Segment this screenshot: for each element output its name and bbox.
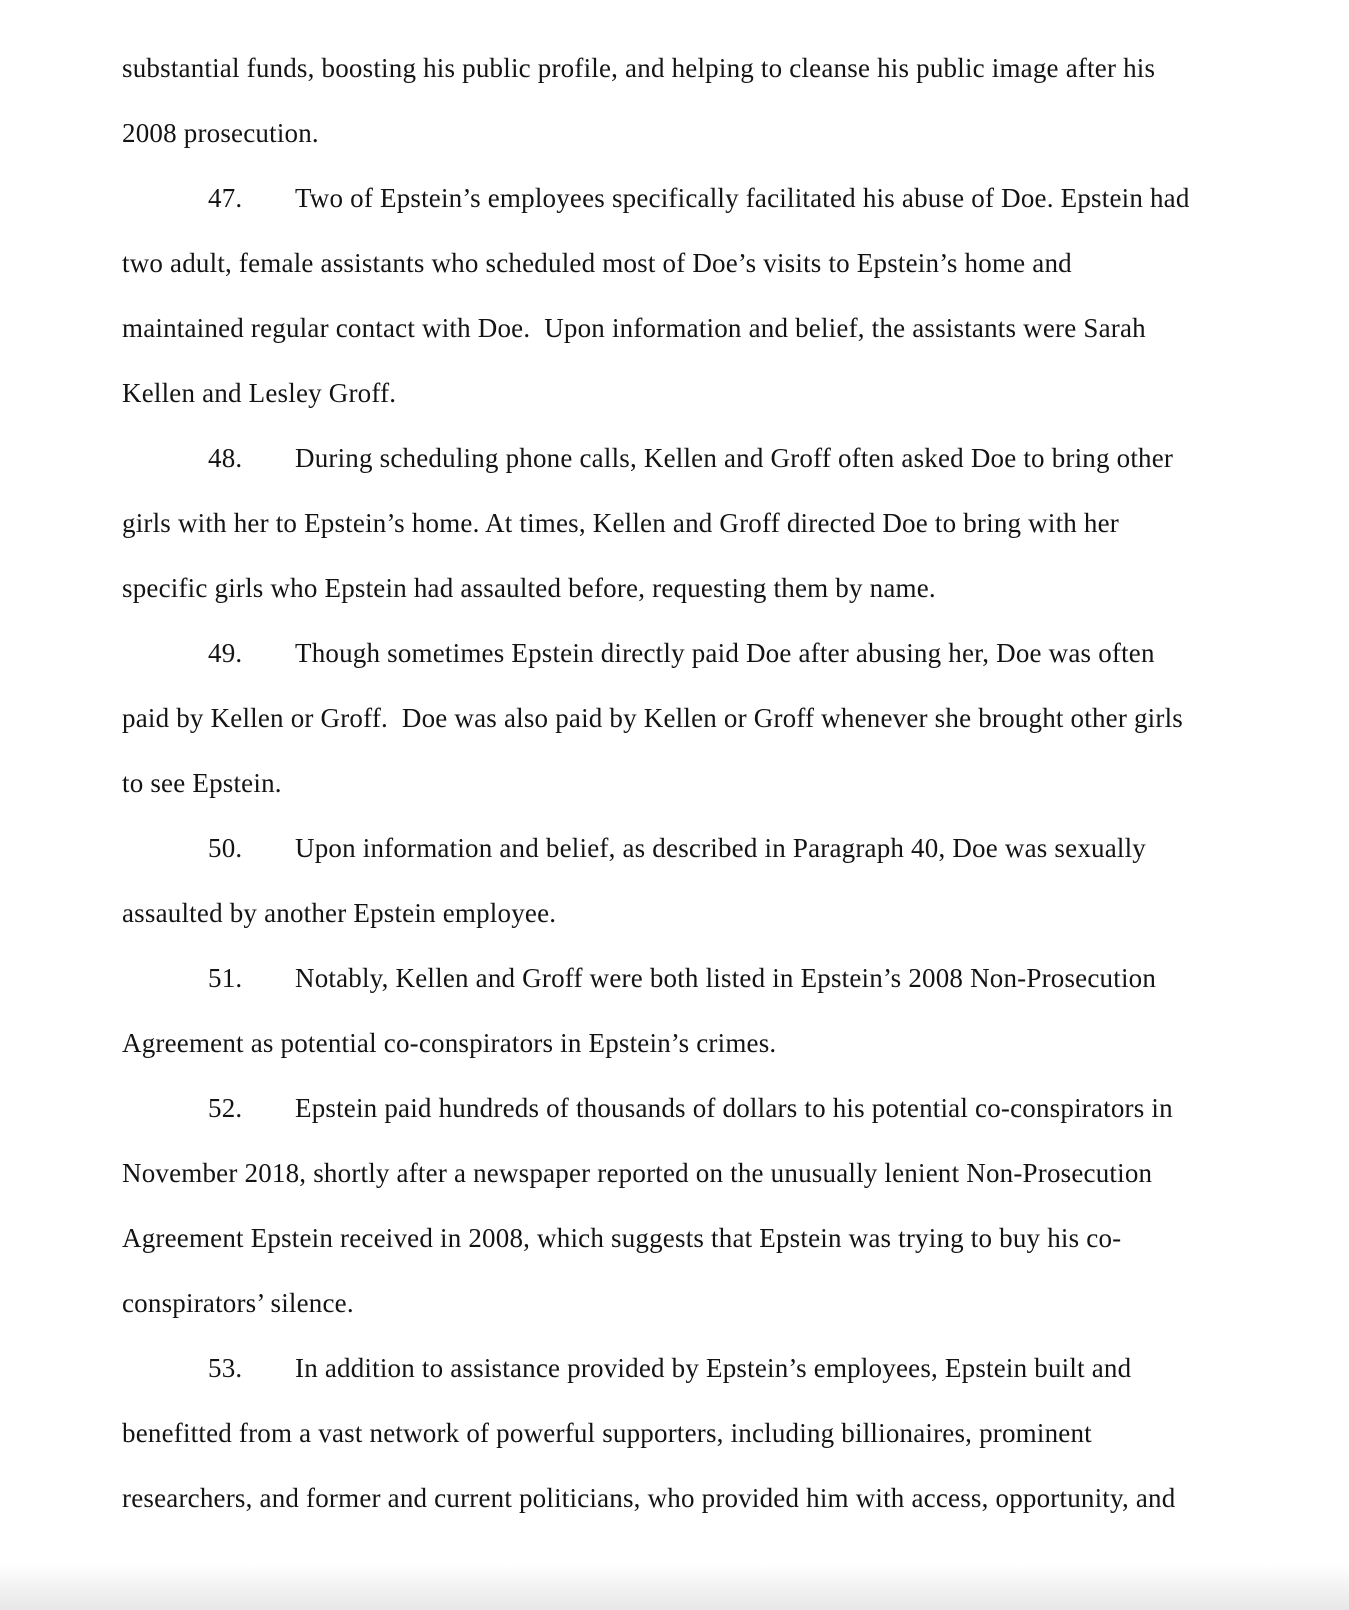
- paragraph-number: 52.: [208, 1093, 243, 1123]
- document-line: [122, 101, 1262, 166]
- line-text: November 2018, shortly after a newspaper reported on the unusually lenient Non-Prosecution: [122, 1158, 1153, 1188]
- document-line: [122, 1141, 1262, 1206]
- line-text: maintained regular contact with Doe. Upon information and belief, the assistants were Sarah: [122, 313, 1146, 343]
- line-text: During scheduling phone calls, Kellen and Groff often asked Doe to bring other: [295, 443, 1174, 473]
- line-text: Epstein paid hundreds of thousands of dollars to his potential co-conspirators in: [295, 1093, 1173, 1123]
- page-bottom-fade: [0, 1564, 1349, 1610]
- line-text: Agreement as potential co-conspirators in Epstein’s crimes.: [122, 1028, 777, 1058]
- line-text: Notably, Kellen and Groff were both listed in Epstein’s 2008 Non-Prosecution: [295, 963, 1157, 993]
- paragraph-number: 51.: [208, 963, 243, 993]
- paragraph-number: 50.: [208, 833, 243, 863]
- document-line: [122, 1466, 1262, 1531]
- document-line: [122, 816, 1262, 881]
- line-text: Agreement Epstein received in 2008, which suggests that Epstein was trying to buy his co-: [122, 1223, 1122, 1253]
- line-text: Upon information and belief, as described in Paragraph 40, Doe was sexually: [295, 833, 1147, 863]
- line-text: substantial funds, boosting his public profile, and helping to cleanse his public image after his: [122, 53, 1156, 83]
- document-line: [122, 1271, 1262, 1336]
- document-line: [122, 491, 1262, 556]
- line-text: researchers, and former and current politicians, who provided him with access, opportunity, and: [122, 1483, 1176, 1513]
- line-text: Two of Epstein’s employees specifically facilitated his abuse of Doe. Epstein had: [295, 183, 1190, 213]
- document-line: [122, 621, 1262, 686]
- text-block: [122, 0, 1262, 1531]
- document-line: [122, 36, 1262, 101]
- line-text: assaulted by another Epstein employee.: [122, 898, 557, 928]
- line-text: girls with her to Epstein’s home. At times, Kellen and Groff directed Doe to bring with her: [122, 508, 1120, 538]
- document-line: [122, 296, 1262, 361]
- line-text: to see Epstein.: [122, 768, 282, 798]
- line-text: specific girls who Epstein had assaulted before, requesting them by name.: [122, 573, 936, 603]
- paragraph-number: 53.: [208, 1353, 243, 1383]
- document-line: [122, 1076, 1262, 1141]
- document-line: [122, 946, 1262, 1011]
- paragraph-number: 47.: [208, 183, 243, 213]
- line-text: conspirators’ silence.: [122, 1288, 354, 1318]
- document-line: [122, 881, 1262, 946]
- document-line: [122, 166, 1262, 231]
- document-line: [122, 1206, 1262, 1271]
- line-text: 2008 prosecution.: [122, 118, 319, 148]
- document-line: [122, 751, 1262, 816]
- document-line: [122, 556, 1262, 621]
- document-line: [122, 1011, 1262, 1076]
- line-text: Though sometimes Epstein directly paid Doe after abusing her, Doe was often: [295, 638, 1155, 668]
- document-line: [122, 1336, 1262, 1401]
- document-line: [122, 426, 1262, 491]
- line-text: In addition to assistance provided by Epstein’s employees, Epstein built and: [295, 1353, 1132, 1383]
- line-text: two adult, female assistants who scheduled most of Doe’s visits to Epstein’s home and: [122, 248, 1072, 278]
- document-line: [122, 361, 1262, 426]
- line-text: Kellen and Lesley Groff.: [122, 378, 397, 408]
- document-line: [122, 686, 1262, 751]
- line-text: benefitted from a vast network of powerful supporters, including billionaires, prominent: [122, 1418, 1092, 1448]
- paragraph-number: 49.: [208, 638, 243, 668]
- line-text: paid by Kellen or Groff. Doe was also paid by Kellen or Groff whenever she brought other girls: [122, 703, 1183, 733]
- document-line: [122, 231, 1262, 296]
- document-line: [122, 1401, 1262, 1466]
- paragraph-number: 48.: [208, 443, 243, 473]
